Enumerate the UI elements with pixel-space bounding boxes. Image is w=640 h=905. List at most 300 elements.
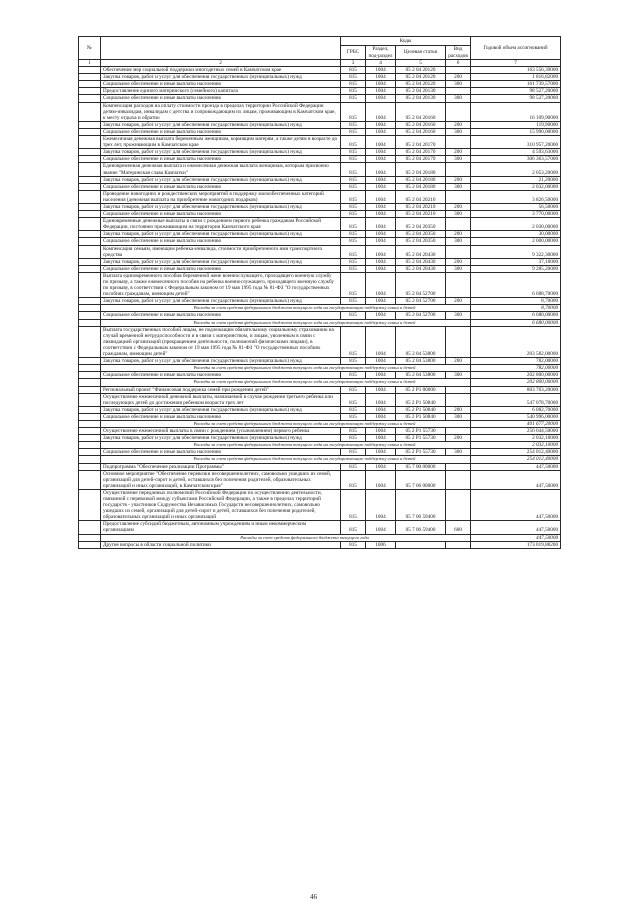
cell-razdel: 1004 (366, 149, 396, 156)
cell-expense-type (446, 386, 471, 393)
cell-amount: 203 582,00000 (471, 326, 561, 357)
cell-description: Социальное обеспечение и иные выплаты населению (101, 238, 341, 245)
cell-amount: 9 322,30000 (471, 245, 561, 258)
cell-number (79, 372, 101, 379)
cell-amount: 4 593,63000 (471, 149, 561, 156)
cell-number (79, 74, 101, 81)
cell-razdel: 1004 (366, 449, 396, 456)
cell-number (79, 95, 101, 102)
cell-grbs: 815 (341, 393, 366, 406)
page-number: 46 (310, 893, 317, 901)
index-cell: 6 (446, 60, 471, 67)
cell-expense-type: 300 (446, 372, 471, 379)
table-row (79, 156, 561, 163)
cell-razdel: 1004 (366, 312, 396, 319)
cell-amount: 2 032,10000 (471, 435, 561, 442)
cell-grbs: 815 (341, 121, 366, 128)
table-row (79, 265, 561, 272)
cell-number (79, 88, 101, 95)
cell-expense-type: 300 (446, 312, 471, 319)
cell-expense-type (446, 190, 471, 203)
cell-expense-type (446, 245, 471, 258)
cell-expense-type (446, 489, 471, 520)
cell-description: Выплата государственных пособий лицам, не подлежащим обязательному социальному страхованию на случай временной нетрудоспособности и в связи с материнством, и лицам, уволенным в связи с ликвидацией организаций (прекращением деятельности, полномочий физическими лицами), в соответствии с Федеральным законом от 19 мая 1995 года № 81-ФЗ "О государственных пособиях гражданам, имеющим детей" (101, 326, 341, 357)
cell-razdel: 1004 (366, 406, 396, 413)
cell-razdel: 1004 (366, 183, 396, 190)
cell-expense-type: 200 (446, 74, 471, 81)
table-subrow (79, 534, 561, 541)
table-header (79, 37, 561, 67)
cell-razdel: 1004 (366, 176, 396, 183)
cell-razdel: 1004 (366, 489, 396, 520)
cell-number (79, 442, 101, 449)
cell-description: Закупка товаров, работ и услуг для обеспечения государственных (муниципальных) нужд (101, 298, 341, 305)
cell-amount: 1 816,82000 (471, 74, 561, 81)
cell-razdel: 1004 (366, 218, 396, 231)
cell-target-article: 05 2 04 20170 (396, 149, 446, 156)
cell-target-article (396, 541, 446, 548)
cell-expense-type: 300 (446, 156, 471, 163)
cell-sub-description: Расходы за счет средств федерального бюджета текущего года на государственную поддержку семьи и детей (101, 319, 471, 326)
index-cell: 2 (101, 60, 341, 67)
cell-number (79, 428, 101, 435)
cell-expense-type: 200 (446, 435, 471, 442)
cell-description: Проведение новогодних и рождественских мероприятий в поддержку малообеспеченных категорий населения (денежная выплата на приобретение новогодних подарков) (101, 190, 341, 203)
cell-grbs: 815 (341, 413, 366, 420)
cell-description: Выплата единовременного пособия беременной жене военнослужащего, проходящего военную службу по призыву, а также ежемесячного пособия на ребенка военнослужащего, проходящего военную службу по призыву, в соответствии с Федеральным законом от 19 мая 1995 года № 81-ФЗ "О государственных пособиях гражданам, имеющим детей" (101, 272, 341, 297)
cell-number (79, 326, 101, 357)
table-subrow (79, 442, 561, 449)
cell-expense-type: 300 (446, 128, 471, 135)
cell-number (79, 176, 101, 183)
header-code-group: Коды (341, 37, 471, 46)
header-razdel: Раздел, под-раздел (366, 46, 396, 60)
cell-expense-type: 200 (446, 121, 471, 128)
cell-amount: 803 703,20000 (471, 386, 561, 393)
cell-grbs: 815 (341, 372, 366, 379)
table-row (79, 245, 561, 258)
cell-amount: 447,50000 (471, 463, 561, 470)
cell-razdel: 1004 (366, 386, 396, 393)
table-row (79, 231, 561, 238)
cell-target-article: 05 7 06 59400 (396, 489, 446, 520)
cell-expense-type: 200 (446, 298, 471, 305)
cell-grbs: 815 (341, 211, 366, 218)
cell-grbs: 815 (341, 312, 366, 319)
cell-target-article: 05 7 06 59400 (396, 521, 446, 534)
cell-description: Подпрограмма "Обеспечение реализации Программы" (101, 463, 341, 470)
table-row (79, 470, 561, 489)
cell-target-article: 05 2 04 20180 (396, 176, 446, 183)
table-row (79, 74, 561, 81)
table-row (79, 163, 561, 176)
cell-razdel: 1004 (366, 88, 396, 95)
cell-razdel: 1004 (366, 470, 396, 489)
cell-grbs: 815 (341, 163, 366, 176)
cell-razdel: 1004 (366, 326, 396, 357)
table-subrow (79, 305, 561, 312)
table-row (79, 358, 561, 365)
cell-target-article: 05 2 04 52700 (396, 272, 446, 297)
cell-target-article: 05 2 04 20120 (396, 67, 446, 74)
cell-razdel: 1004 (366, 521, 396, 534)
cell-razdel: 1004 (366, 67, 396, 74)
table-subrow (79, 365, 561, 372)
cell-amount: 3 826,50000 (471, 190, 561, 203)
cell-grbs: 815 (341, 428, 366, 435)
table-row (79, 211, 561, 218)
cell-expense-type (446, 326, 471, 357)
cell-grbs: 815 (341, 156, 366, 163)
cell-description: Осуществление ежемесячной денежной выплаты, назначаемой в случае рождения третьего ребенка или последующих детей до достижения ребенком возраста трех лет (101, 393, 341, 406)
cell-description: Закупка товаров, работ и услуг для обеспечения государственных (муниципальных) нужд (101, 176, 341, 183)
cell-sub-description: Расходы за счет средств федерального бюджета текущего года на государственную поддержку семьи и детей (101, 305, 471, 312)
cell-amount: 2 030,00000 (471, 218, 561, 231)
cell-target-article: 05 2 04 20350 (396, 218, 446, 231)
cell-description: Предоставление единого материнского (семейного) капитала (101, 88, 341, 95)
table-row (79, 326, 561, 357)
cell-number (79, 102, 101, 121)
cell-razdel: 1004 (366, 238, 396, 245)
cell-target-article: 05 2 04 20160 (396, 128, 446, 135)
table-row (79, 541, 561, 548)
cell-target-article: 05 2 04 53800 (396, 372, 446, 379)
cell-grbs: 815 (341, 449, 366, 456)
cell-number (79, 456, 101, 463)
cell-target-article: 05 2 P1 55730 (396, 435, 446, 442)
cell-razdel: 1004 (366, 463, 396, 470)
table-row (79, 218, 561, 231)
cell-description: Закупка товаров, работ и услуг для обеспечения государственных (муниципальных) нужд (101, 203, 341, 210)
index-cell: 4 (366, 60, 396, 67)
table-row (79, 393, 561, 406)
cell-expense-type (446, 428, 471, 435)
cell-expense-type (446, 463, 471, 470)
cell-target-article: 05 2 04 52700 (396, 298, 446, 305)
table-row (79, 128, 561, 135)
cell-amount: 56,50000 (471, 203, 561, 210)
cell-amount: 782,00000 (471, 358, 561, 365)
cell-amount: 3 770,00000 (471, 211, 561, 218)
cell-target-article: 05 2 04 20160 (396, 102, 446, 121)
cell-expense-type: 200 (446, 203, 471, 210)
table-row (79, 272, 561, 297)
cell-grbs: 815 (341, 128, 366, 135)
cell-razdel: 1004 (366, 81, 396, 88)
cell-amount: 782,00000 (471, 365, 561, 372)
cell-sub-description: Расходы за счет средств федерального бюджета текущего года на государственную поддержку семьи и детей (101, 420, 471, 427)
cell-expense-type: 200 (446, 231, 471, 238)
cell-grbs: 815 (341, 521, 366, 534)
cell-number (79, 534, 101, 541)
cell-amount: 9 285,20000 (471, 265, 561, 272)
cell-amount: 37,10000 (471, 258, 561, 265)
cell-razdel: 1004 (366, 393, 396, 406)
table-row (79, 386, 561, 393)
cell-number (79, 163, 101, 176)
cell-description: Социальное обеспечение и иные выплаты населению (101, 95, 341, 102)
cell-expense-type: 200 (446, 406, 471, 413)
cell-target-article: 05 2 P1 50840 (396, 406, 446, 413)
table-row (79, 95, 561, 102)
cell-amount: 202 800,00000 (471, 379, 561, 386)
cell-expense-type (446, 102, 471, 121)
cell-target-article: 05 2 04 20170 (396, 136, 446, 149)
cell-amount: 119,90000 (471, 121, 561, 128)
cell-expense-type: 300 (446, 413, 471, 420)
cell-razdel: 1004 (366, 413, 396, 420)
cell-amount: 2 053,20000 (471, 163, 561, 176)
cell-target-article: 05 2 P1 50840 (396, 413, 446, 420)
cell-razdel: 1004 (366, 372, 396, 379)
cell-description: Закупка товаров, работ и услуг для обеспечения государственных (муниципальных) нужд (101, 149, 341, 156)
cell-razdel: 1004 (366, 190, 396, 203)
cell-description: Социальное обеспечение и иные выплаты населению (101, 372, 341, 379)
cell-grbs: 815 (341, 541, 366, 548)
header-name (101, 37, 341, 60)
cell-description: Закупка товаров, работ и услуг для обеспечения государственных (муниципальных) нужд (101, 231, 341, 238)
cell-sub-description: Расходы за счет средств федерального бюджета текущего года на государственную поддержку семьи и детей (101, 379, 471, 386)
table-row (79, 372, 561, 379)
cell-amount: 310 957,20000 (471, 136, 561, 149)
cell-expense-type (446, 67, 471, 74)
table-row (79, 298, 561, 305)
table-row (79, 463, 561, 470)
cell-amount: 15 990,00000 (471, 128, 561, 135)
cell-amount: 8,70000 (471, 298, 561, 305)
cell-amount: 401 677,20000 (471, 420, 561, 427)
cell-description: Основное мероприятие "Обеспечение перевозки несовершеннолетних, самовольно ушедших из семей, организаций для детей-сирот и детей, оставшихся без попечения родителей, образовательных организаций и иных организаций, в Камчатском крае" (101, 470, 341, 489)
table-subrow (79, 420, 561, 427)
cell-target-article: 05 2 P1 55730 (396, 449, 446, 456)
cell-number (79, 413, 101, 420)
table-subrow (79, 456, 561, 463)
cell-number (79, 463, 101, 470)
cell-description: Социальное обеспечение и иные выплаты населению (101, 183, 341, 190)
cell-expense-type (446, 470, 471, 489)
cell-grbs: 815 (341, 406, 366, 413)
cell-target-article: 05 7 06 00000 (396, 470, 446, 489)
cell-description: Социальное обеспечение и иные выплаты населению (101, 211, 341, 218)
cell-grbs: 815 (341, 81, 366, 88)
cell-target-article: 05 2 04 20180 (396, 163, 446, 176)
header-expense-type: Вид расходов (446, 46, 471, 60)
cell-description: Ежемесячная денежная выплата беременным женщинам, кормящим матерям, а также детям в возрасте до трех лет, проживающим в Камчатском крае (101, 136, 341, 149)
cell-number (79, 136, 101, 149)
index-cell: 1 (79, 60, 101, 67)
cell-grbs: 815 (341, 326, 366, 357)
cell-number (79, 272, 101, 297)
cell-description: Предоставление субсидий бюджетным, автономным учреждениям и иным некоммерческим организациям (101, 521, 341, 534)
cell-razdel: 1004 (366, 136, 396, 149)
cell-grbs: 815 (341, 265, 366, 272)
cell-grbs: 815 (341, 231, 366, 238)
cell-amount: 8,70000 (471, 305, 561, 312)
cell-grbs: 815 (341, 190, 366, 203)
cell-number (79, 128, 101, 135)
cell-grbs: 815 (341, 298, 366, 305)
cell-number (79, 211, 101, 218)
table-row (79, 121, 561, 128)
cell-amount: 163 556,39000 (471, 67, 561, 74)
cell-sub-description: Расходы за счет средств федерального бюджета текущего года на государственную поддержку семьи и детей (101, 365, 471, 372)
cell-target-article: 05 2 04 20210 (396, 203, 446, 210)
cell-description: Закупка товаров, работ и услуг для обеспечения государственных (муниципальных) нужд (101, 406, 341, 413)
cell-razdel: 1006 (366, 541, 396, 548)
cell-description: Социальное обеспечение и иные выплаты населению (101, 312, 341, 319)
table-row (79, 183, 561, 190)
table-row (79, 428, 561, 435)
cell-number (79, 541, 101, 548)
cell-expense-type: 200 (446, 358, 471, 365)
cell-grbs: 815 (341, 88, 366, 95)
cell-amount: 6 680,00000 (471, 312, 561, 319)
cell-description: Компенсация расходов на оплату стоимости проезда в пределах территории Российской Федерации детям-инвалидам, инвалидам с детства и сопровождающим их лицам, проживающим в Камчатском крае, к месту отдыха и обратно (101, 102, 341, 121)
cell-razdel: 1004 (366, 156, 396, 163)
cell-description: Социальное обеспечение и иные выплаты населению (101, 128, 341, 135)
cell-target-article: 05 2 04 20180 (396, 183, 446, 190)
cell-target-article: 05 2 04 20120 (396, 81, 446, 88)
cell-number (79, 420, 101, 427)
cell-amount: 447,50000 (471, 534, 561, 541)
cell-expense-type (446, 218, 471, 231)
cell-number (79, 203, 101, 210)
table-row (79, 88, 561, 95)
cell-expense-type (446, 541, 471, 548)
cell-amount: 547 078,70000 (471, 393, 561, 406)
cell-grbs: 815 (341, 489, 366, 520)
cell-expense-type: 200 (446, 258, 471, 265)
cell-expense-type: 300 (446, 449, 471, 456)
cell-razdel: 1004 (366, 121, 396, 128)
cell-razdel: 1004 (366, 245, 396, 258)
cell-number (79, 298, 101, 305)
cell-sub-description: Расходы за счет средств федерального бюджета текущего года на государственную поддержку семьи и детей (101, 442, 471, 449)
cell-grbs: 815 (341, 95, 366, 102)
table-row (79, 435, 561, 442)
table-row (79, 190, 561, 203)
cell-expense-type (446, 393, 471, 406)
cell-target-article: 05 2 04 20160 (396, 121, 446, 128)
cell-razdel: 1004 (366, 128, 396, 135)
table-row (79, 521, 561, 534)
cell-amount: 2 000,00000 (471, 238, 561, 245)
cell-target-article: 05 2 04 20350 (396, 231, 446, 238)
cell-number (79, 379, 101, 386)
cell-amount: 447,50000 (471, 521, 561, 534)
cell-number (79, 156, 101, 163)
cell-target-article: 05 2 04 20130 (396, 88, 446, 95)
table-row (79, 203, 561, 210)
cell-amount: 254 012,40000 (471, 449, 561, 456)
cell-grbs: 815 (341, 102, 366, 121)
cell-number (79, 149, 101, 156)
cell-number (79, 319, 101, 326)
cell-description: Социальное обеспечение и иные выплаты населению (101, 81, 341, 88)
cell-number (79, 393, 101, 406)
cell-number (79, 406, 101, 413)
cell-razdel: 1004 (366, 258, 396, 265)
cell-target-article: 05 2 04 20170 (396, 156, 446, 163)
cell-number (79, 121, 101, 128)
table-body (79, 67, 561, 549)
cell-expense-type (446, 272, 471, 297)
cell-expense-type: 200 (446, 149, 471, 156)
table-row (79, 312, 561, 319)
cell-description: Социальное обеспечение и иные выплаты населению (101, 449, 341, 456)
cell-number (79, 231, 101, 238)
table-row (79, 406, 561, 413)
cell-description: Компенсация семьям, имеющим ребенка-инвалида, стоимости приобретенного ими транспортного средства (101, 245, 341, 258)
cell-target-article: 05 2 04 20130 (396, 95, 446, 102)
cell-target-article: 05 2 P1 00000 (396, 386, 446, 393)
cell-amount: 256 044,50000 (471, 428, 561, 435)
cell-description: Закупка товаров, работ и услуг для обеспечения государственных (муниципальных) нужд (101, 435, 341, 442)
cell-amount: 2 032,10000 (471, 442, 561, 449)
cell-grbs: 815 (341, 272, 366, 297)
cell-amount: 16 109,90000 (471, 102, 561, 121)
cell-razdel: 1004 (366, 74, 396, 81)
cell-target-article: 05 2 04 20120 (396, 74, 446, 81)
cell-grbs: 815 (341, 183, 366, 190)
cell-description: Закупка товаров, работ и услуг для обеспечения государственных (муниципальных) нужд (101, 258, 341, 265)
cell-expense-type: 300 (446, 183, 471, 190)
cell-grbs: 815 (341, 470, 366, 489)
cell-amount: 6 082,70000 (471, 406, 561, 413)
cell-razdel: 1004 (366, 95, 396, 102)
cell-target-article: 05 2 04 20430 (396, 265, 446, 272)
cell-amount: 2 032,00000 (471, 183, 561, 190)
cell-sub-description: Расходы за счет средств федерального бюджета текущего года (101, 534, 471, 541)
cell-number (79, 435, 101, 442)
cell-amount: 21,20000 (471, 176, 561, 183)
cell-description: Закупка товаров, работ и услуг для обеспечения государственных (муниципальных) нужд (101, 121, 341, 128)
cell-grbs: 815 (341, 67, 366, 74)
cell-description: Осуществление ежемесячной выплаты в связи с рождением (усыновлением) первого ребенка (101, 428, 341, 435)
cell-description: Социальное обеспечение и иные выплаты населению (101, 265, 341, 272)
cell-number (79, 358, 101, 365)
cell-description: Обеспечение мер социальной поддержки многодетных семей в Камчатском крае (101, 67, 341, 74)
cell-number (79, 218, 101, 231)
table-row (79, 136, 561, 149)
cell-number (79, 386, 101, 393)
cell-grbs: 815 (341, 238, 366, 245)
table-row (79, 81, 561, 88)
cell-number (79, 258, 101, 265)
cell-razdel: 1004 (366, 203, 396, 210)
cell-razdel: 1004 (366, 358, 396, 365)
cell-description: Осуществление переданных полномочий Российской Федерации по осуществлению деятельности, связанной с перевозкой между субъектами Российской Федерации, а также в пределах территорий государств - участников Содружества Независимых Государств несовершеннолетних, самовольно ушедших из семей, организаций для детей-сирот и детей, оставшихся без попечения родителей, образовательных организаций и иных организаций (101, 489, 341, 520)
cell-expense-type (446, 88, 471, 95)
cell-target-article: 05 2 04 52700 (396, 312, 446, 319)
cell-grbs: 815 (341, 74, 366, 81)
cell-target-article: 05 2 04 20350 (396, 238, 446, 245)
cell-amount: 202 800,00000 (471, 372, 561, 379)
table-row (79, 67, 561, 74)
cell-number (79, 238, 101, 245)
cell-target-article: 05 7 00 00000 (396, 463, 446, 470)
cell-number (79, 245, 101, 258)
cell-amount: 161 739,57000 (471, 81, 561, 88)
cell-razdel: 1004 (366, 102, 396, 121)
cell-amount: 447,50000 (471, 489, 561, 520)
cell-amount: 173 019,88200 (471, 541, 561, 548)
cell-expense-type: 300 (446, 265, 471, 272)
cell-razdel: 1004 (366, 231, 396, 238)
table-subrow (79, 379, 561, 386)
cell-razdel: 1004 (366, 272, 396, 297)
cell-number (79, 365, 101, 372)
